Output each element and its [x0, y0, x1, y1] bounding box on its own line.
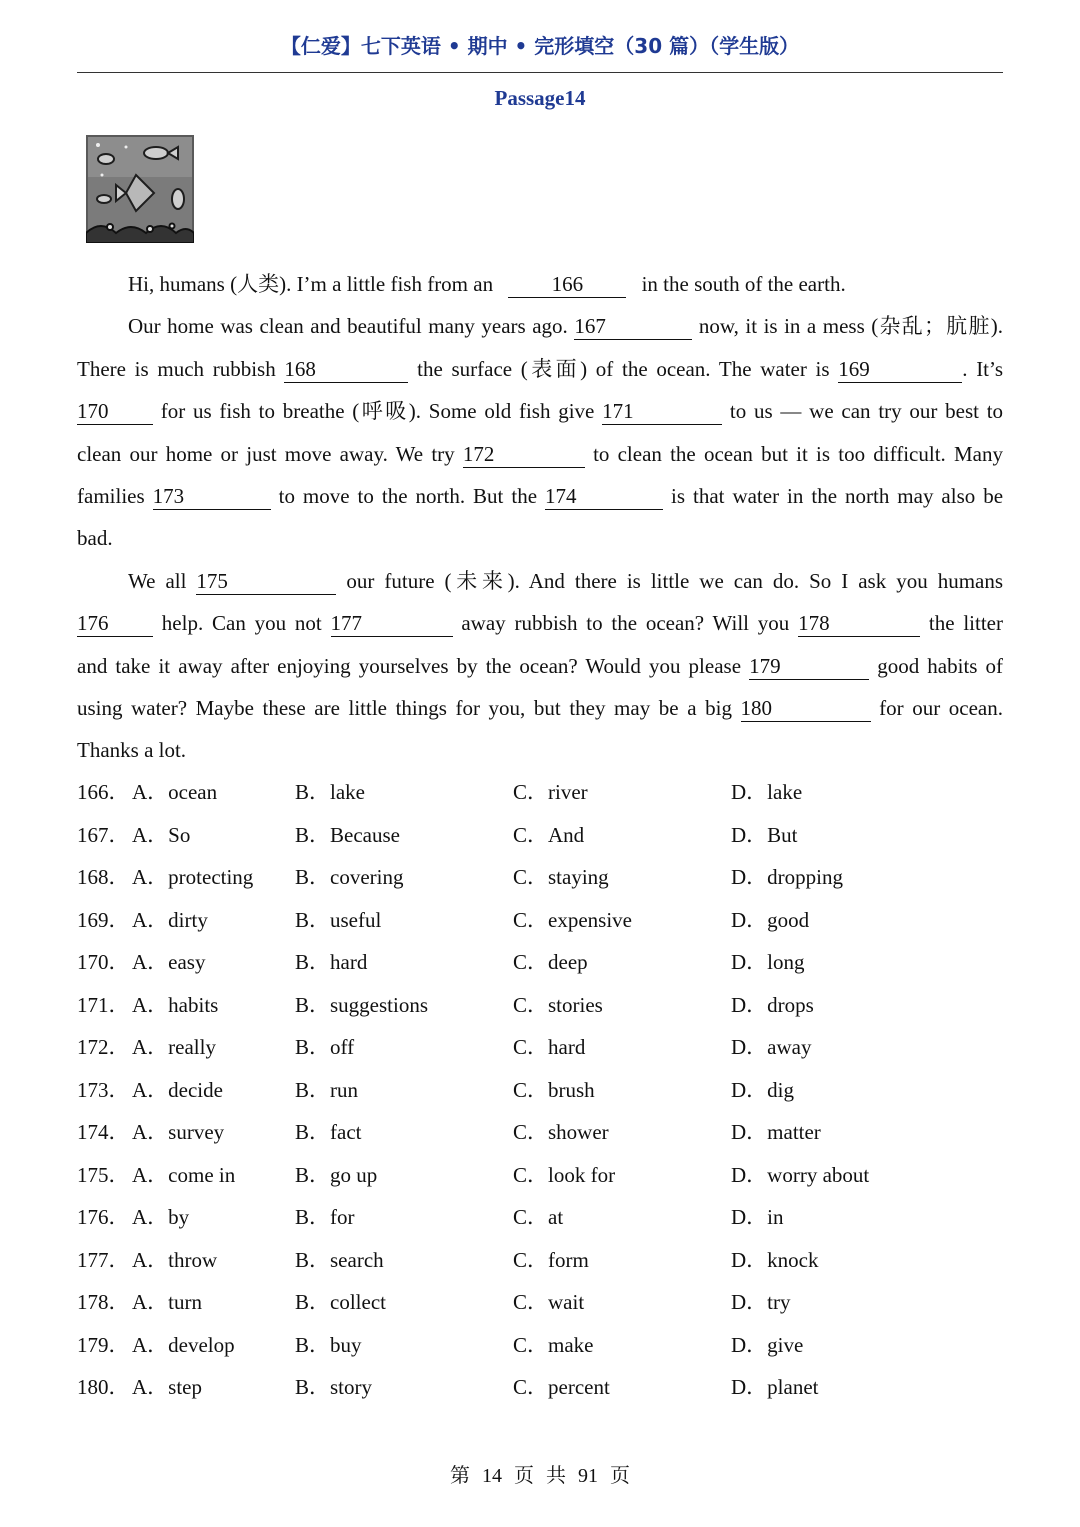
- passage-text: and take it away after enjoying yourselves by the ocean? Would you please: [77, 654, 742, 678]
- option-d: D．good: [731, 907, 810, 932]
- option-a: A．develop: [132, 1332, 235, 1357]
- passage-text: away rubbish to the ocean? Will you: [461, 611, 790, 635]
- option-c: C．deep: [513, 950, 588, 974]
- footer-text: 页: [610, 1465, 630, 1487]
- passage-text: bad.: [77, 526, 113, 550]
- fish-underwater-illustration: [86, 135, 194, 243]
- option-d: D．away: [731, 1035, 812, 1059]
- passage-text: to us — we can try our best to: [729, 399, 1004, 423]
- blank-180: 180: [741, 695, 871, 722]
- option-d: D．give: [731, 1332, 804, 1357]
- blank-172: 172: [463, 441, 585, 468]
- option-d: D．try: [731, 1290, 791, 1314]
- footer-text: 共: [546, 1465, 566, 1487]
- question-number: 171．: [77, 992, 130, 1017]
- option-a: A．come in: [132, 1162, 236, 1187]
- passage-line-10: [77, 651, 1003, 681]
- option-a: A．protecting: [132, 865, 254, 889]
- passage-line-2: [128, 311, 1003, 341]
- option-c: C．brush: [513, 1077, 595, 1102]
- page-footer: [0, 1459, 1080, 1488]
- question-number: 180．: [77, 1375, 130, 1399]
- option-d: D．worry about: [731, 1162, 870, 1187]
- passage-text: Thanks a lot.: [77, 738, 187, 762]
- passage-text: There is much rubbish: [77, 357, 276, 381]
- option-b: B．run: [295, 1077, 358, 1102]
- question-number: 169．: [77, 907, 130, 932]
- footer-text: 第: [450, 1465, 470, 1487]
- blank-178: 178: [798, 610, 920, 637]
- option-a: A．turn: [132, 1290, 202, 1314]
- blank-175: 175: [196, 568, 336, 595]
- passage-text: We all: [128, 569, 187, 593]
- option-a: A．really: [132, 1035, 216, 1059]
- passage-text: for us fish to breathe (呼吸). Some old fish give: [160, 399, 595, 423]
- option-a: A．by: [132, 1205, 190, 1229]
- question-number: 166．: [77, 780, 130, 804]
- option-b: B．suggestions: [295, 992, 429, 1017]
- option-a: A．habits: [132, 992, 219, 1017]
- passage-text: is that water in the north may also be: [671, 484, 1004, 508]
- option-b: B．fact: [295, 1120, 362, 1144]
- option-b: B．collect: [295, 1290, 386, 1314]
- passage-text: to clean the ocean but it is too difficult. Many: [593, 442, 1003, 466]
- passage-line-6: [77, 481, 1003, 511]
- option-b: B．Because: [295, 822, 400, 847]
- passage-text: families: [77, 484, 145, 508]
- option-a: A．step: [132, 1375, 202, 1399]
- question-number: 175．: [77, 1162, 130, 1187]
- option-b: B．buy: [295, 1332, 362, 1357]
- question-number: 176．: [77, 1205, 130, 1229]
- page-header: 【仁爱】七下英语 • 期中 • 完形填空（30 篇）（学生版）: [280, 34, 800, 58]
- passage-text: using water? Maybe these are little things for you, but they may be a big: [77, 696, 732, 720]
- passage-text: the litter: [928, 611, 1003, 635]
- passage-line-4: [77, 396, 1003, 426]
- blank-167: 167: [574, 313, 692, 340]
- option-c: C．form: [513, 1247, 589, 1272]
- option-b: B．lake: [295, 780, 365, 804]
- option-b: B．go up: [295, 1162, 378, 1187]
- question-number: 174．: [77, 1120, 130, 1144]
- question-number: 170．: [77, 950, 130, 974]
- option-a: A．throw: [132, 1247, 218, 1272]
- option-d: D．But: [731, 822, 798, 847]
- option-d: D．matter: [731, 1120, 821, 1144]
- option-a: A．ocean: [132, 780, 218, 804]
- blank-169: 169: [838, 356, 962, 383]
- option-d: D．long: [731, 950, 805, 974]
- passage-text: to move to the north. But the: [278, 484, 538, 508]
- option-a: A．decide: [132, 1077, 223, 1102]
- option-b: B．story: [295, 1375, 373, 1399]
- passage-text: the surface (表面) of the ocean. The water is: [417, 357, 830, 381]
- option-d: D．in: [731, 1205, 784, 1229]
- question-number: 179．: [77, 1332, 130, 1357]
- option-c: C．stories: [513, 992, 603, 1017]
- option-d: D．planet: [731, 1375, 819, 1399]
- question-number: 177．: [77, 1247, 130, 1272]
- option-a: A．So: [132, 822, 191, 847]
- passage-line-11: [77, 693, 1003, 723]
- blank-168: 168: [284, 356, 408, 383]
- passage-line-12: [77, 735, 1003, 765]
- option-c: C．river: [513, 780, 588, 804]
- option-b: B．hard: [295, 950, 368, 974]
- passage-text: help. Can you not: [161, 611, 322, 635]
- passage-text: . It’s: [962, 357, 1004, 381]
- option-c: C．wait: [513, 1290, 585, 1314]
- option-a: A．survey: [132, 1120, 225, 1144]
- blank-171: 171: [602, 398, 722, 425]
- header-divider: [77, 72, 1003, 73]
- question-number: 168．: [77, 865, 130, 889]
- question-number: 172．: [77, 1035, 130, 1059]
- passage-line-3: [77, 354, 1003, 384]
- passage-text: in the south of the earth.: [641, 272, 846, 296]
- option-a: A．easy: [132, 950, 206, 974]
- passage-text: Our home was clean and beautiful many years ago.: [128, 314, 568, 338]
- option-d: D．drops: [731, 992, 814, 1017]
- blank-173: 173: [153, 483, 271, 510]
- passage-line-7: [77, 523, 1003, 553]
- option-c: C．at: [513, 1205, 564, 1229]
- passage-text: for our ocean.: [879, 696, 1004, 720]
- question-number: 167．: [77, 822, 130, 847]
- option-c: C．look for: [513, 1162, 616, 1187]
- option-b: B．search: [295, 1247, 384, 1272]
- passage-text: good habits of: [877, 654, 1004, 678]
- blank-176: 176: [77, 610, 153, 637]
- passage-text: Hi, humans (人类). I’m a little fish from an: [128, 272, 494, 296]
- passage-text: our future (未来). And there is little we can do. So I ask you humans: [346, 569, 1004, 593]
- option-c: C．expensive: [513, 907, 632, 932]
- option-c: C．And: [513, 822, 585, 847]
- option-b: B．for: [295, 1205, 355, 1229]
- passage-title: Passage14: [494, 86, 586, 110]
- passage-text: now, it is in a mess (杂乱；肮脏).: [698, 314, 1004, 338]
- option-c: C．shower: [513, 1120, 609, 1144]
- question-number: 173．: [77, 1077, 130, 1102]
- page-total: 91: [578, 1465, 598, 1487]
- option-c: C．percent: [513, 1375, 610, 1399]
- passage-line-5: [77, 439, 1003, 469]
- footer-text: 页: [514, 1465, 534, 1487]
- option-d: D．dig: [731, 1077, 794, 1102]
- option-d: D．knock: [731, 1247, 819, 1272]
- page-number: 14: [482, 1465, 502, 1487]
- blank-166: 166: [508, 271, 626, 298]
- option-b: B．covering: [295, 865, 404, 889]
- blank-179: 179: [749, 653, 869, 680]
- blank-170: 170: [77, 398, 153, 425]
- passage-line-1: [128, 269, 1003, 299]
- blank-174: 174: [545, 483, 663, 510]
- question-number: 178．: [77, 1290, 130, 1314]
- option-a: A．dirty: [132, 907, 208, 932]
- option-b: B．useful: [295, 907, 382, 932]
- option-b: B．off: [295, 1035, 355, 1059]
- option-c: C．make: [513, 1332, 594, 1357]
- option-c: C．staying: [513, 865, 609, 889]
- passage-text: clean our home or just move away. We try: [77, 442, 455, 466]
- blank-177: 177: [331, 610, 453, 637]
- passage-line-8: [128, 566, 1003, 596]
- option-d: D．lake: [731, 780, 803, 804]
- option-c: C．hard: [513, 1035, 586, 1059]
- passage-line-9: [77, 608, 1003, 638]
- option-d: D．dropping: [731, 865, 843, 889]
